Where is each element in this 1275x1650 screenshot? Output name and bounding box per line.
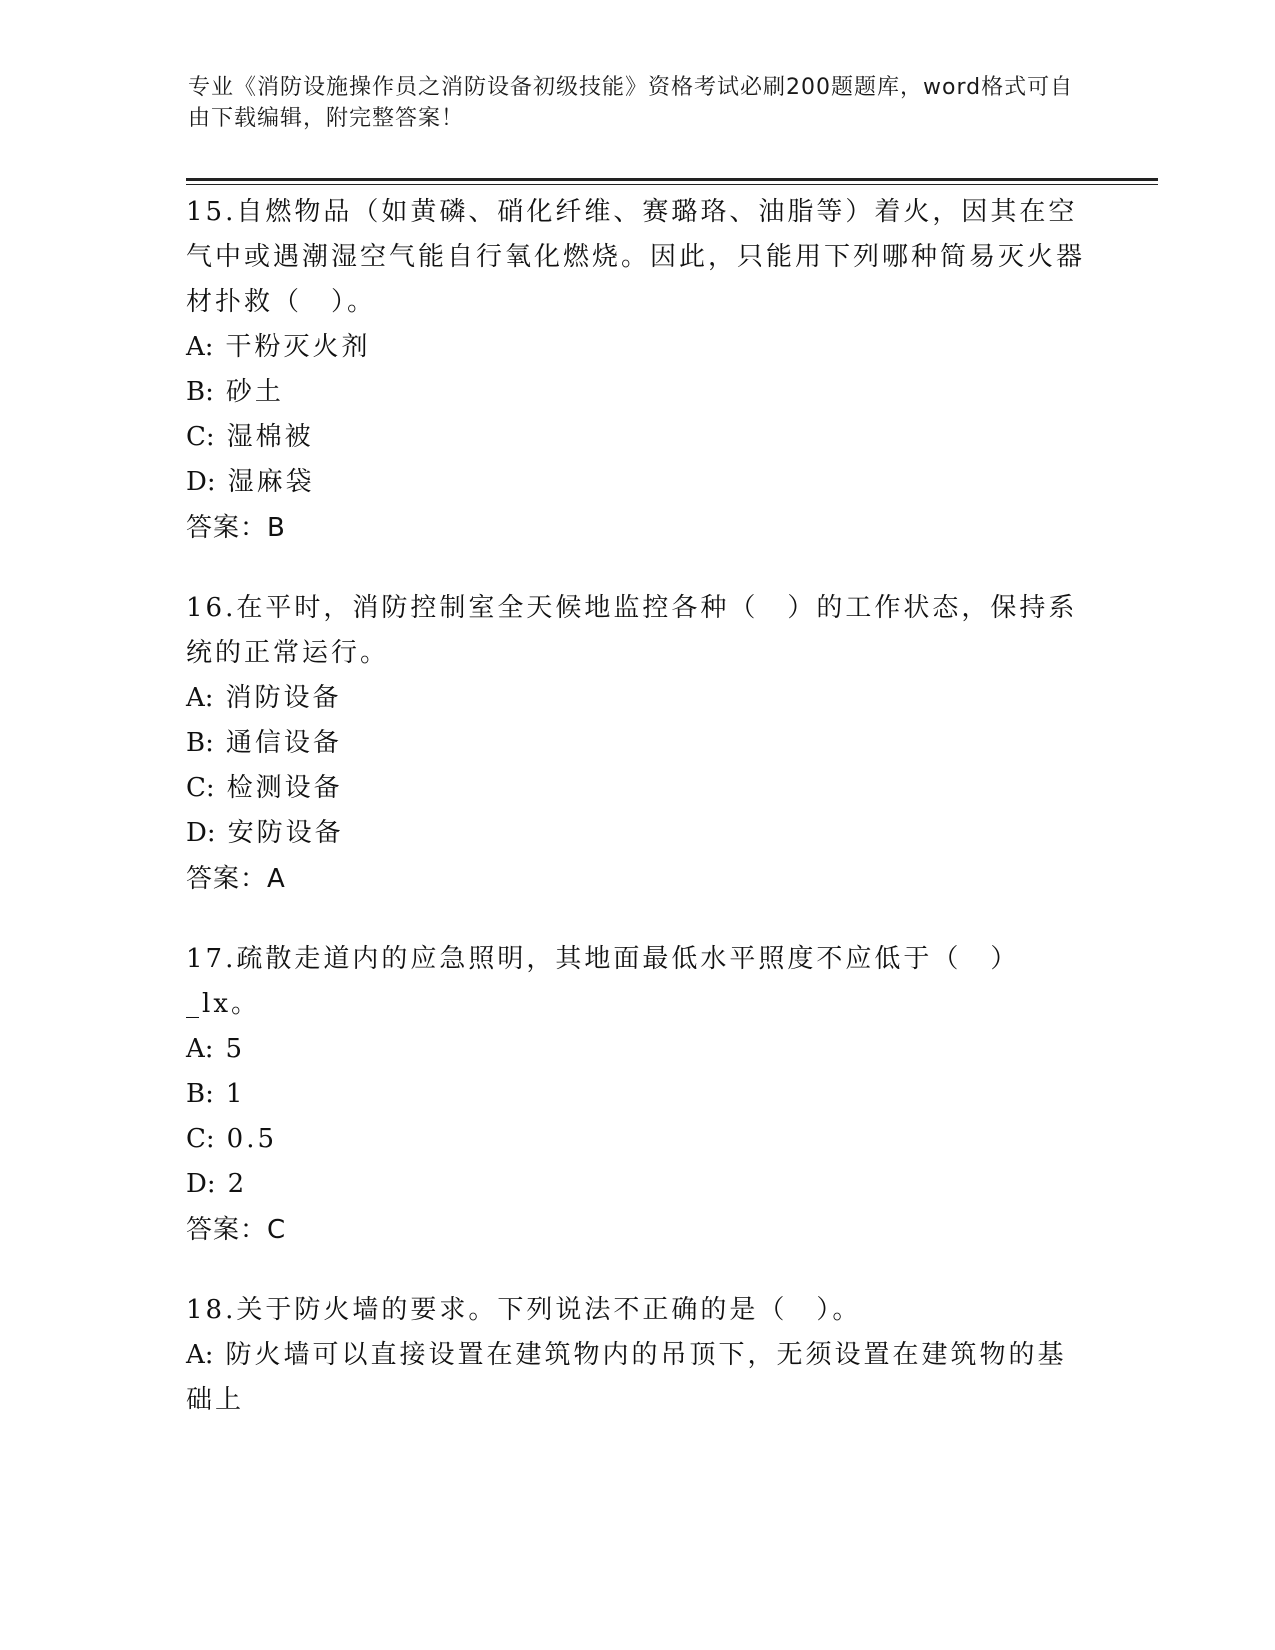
option-separator: :	[205, 728, 214, 758]
option-text: 1	[225, 1079, 246, 1109]
option-text: 湿棉被	[226, 422, 314, 452]
option-separator: :	[205, 1124, 215, 1154]
option-text: 消防设备	[225, 683, 342, 713]
header-divider-thin	[186, 184, 1158, 185]
option-separator: :	[205, 773, 215, 803]
option-letter: A	[186, 332, 205, 362]
option-separator: :	[204, 332, 214, 362]
header-divider-thick	[186, 178, 1158, 181]
option-letter: C	[186, 773, 206, 803]
question-item	[186, 937, 1086, 1253]
option-text: 干粉灭火剂	[225, 332, 371, 362]
option-separator: :	[204, 683, 214, 713]
option-separator: :	[204, 1340, 214, 1370]
option-text: 检测设备	[226, 773, 343, 803]
option-separator: :	[206, 818, 216, 848]
question-list	[186, 190, 1086, 1458]
document-header: 专业《消防设施操作员之消防设备初级技能》资格考试必刷200题题库，word格式可自由下载编辑，附完整答案！	[188, 75, 1074, 131]
option-text: 砂土	[225, 377, 284, 407]
option-letter: B	[186, 1079, 206, 1109]
option-d	[186, 460, 1086, 505]
option-letter: B	[186, 728, 206, 758]
option-b	[186, 1072, 1086, 1117]
option-letter: A	[186, 1034, 205, 1064]
option-text: 2	[227, 1169, 248, 1199]
option-letter: B	[186, 377, 206, 407]
option-c	[186, 766, 1086, 811]
option-d	[186, 811, 1086, 856]
option-separator: :	[204, 1034, 214, 1064]
option-letter: C	[186, 422, 206, 452]
question-item	[186, 190, 1086, 551]
option-text: 防火墙可以直接设置在建筑物内的吊顶下，无须设置在建筑物的基础上	[186, 1340, 1067, 1415]
question-item	[186, 1288, 1086, 1423]
option-text: 通信设备	[225, 728, 342, 758]
option-letter: C	[186, 1124, 206, 1154]
option-d	[186, 1162, 1086, 1207]
option-separator: :	[206, 1169, 216, 1199]
question-item	[186, 586, 1086, 902]
option-letter: D	[186, 1169, 207, 1199]
option-letter: D	[186, 467, 207, 497]
option-text: 安防设备	[227, 818, 344, 848]
option-a	[186, 1333, 1086, 1423]
question-text: 17.疏散走道内的应急照明，其地面最低水平照度不应低于（ ）_lx。	[186, 944, 1020, 1019]
question-text: 15.自燃物品（如黄磷、硝化纤维、赛璐珞、油脂等）着火，因其在空气中或遇潮湿空气能自行氧化燃烧。因此，只能用下列哪种简易灭火器材扑救（ ）。	[186, 197, 1086, 317]
option-b	[186, 370, 1086, 415]
option-separator: :	[206, 467, 216, 497]
answer-line: 答案：A	[186, 864, 286, 894]
option-letter: D	[186, 818, 207, 848]
option-b	[186, 721, 1086, 766]
option-a	[186, 676, 1086, 721]
option-a	[186, 325, 1086, 370]
option-text: 0.5	[226, 1124, 278, 1154]
question-text: 18.关于防火墙的要求。下列说法不正确的是（ ）。	[186, 1295, 862, 1325]
option-separator: :	[205, 377, 214, 407]
answer-line: 答案：B	[186, 513, 286, 543]
option-text: 5	[225, 1034, 246, 1064]
option-letter: A	[186, 683, 205, 713]
option-separator: :	[205, 1079, 214, 1109]
option-c	[186, 1117, 1086, 1162]
question-text: 16.在平时，消防控制室全天候地监控各种（ ）的工作状态，保持系统的正常运行。	[186, 593, 1078, 668]
option-letter: A	[186, 1340, 205, 1370]
option-c	[186, 415, 1086, 460]
option-separator: :	[205, 422, 215, 452]
answer-line: 答案：C	[186, 1215, 287, 1245]
option-a	[186, 1027, 1086, 1072]
option-text: 湿麻袋	[227, 467, 315, 497]
